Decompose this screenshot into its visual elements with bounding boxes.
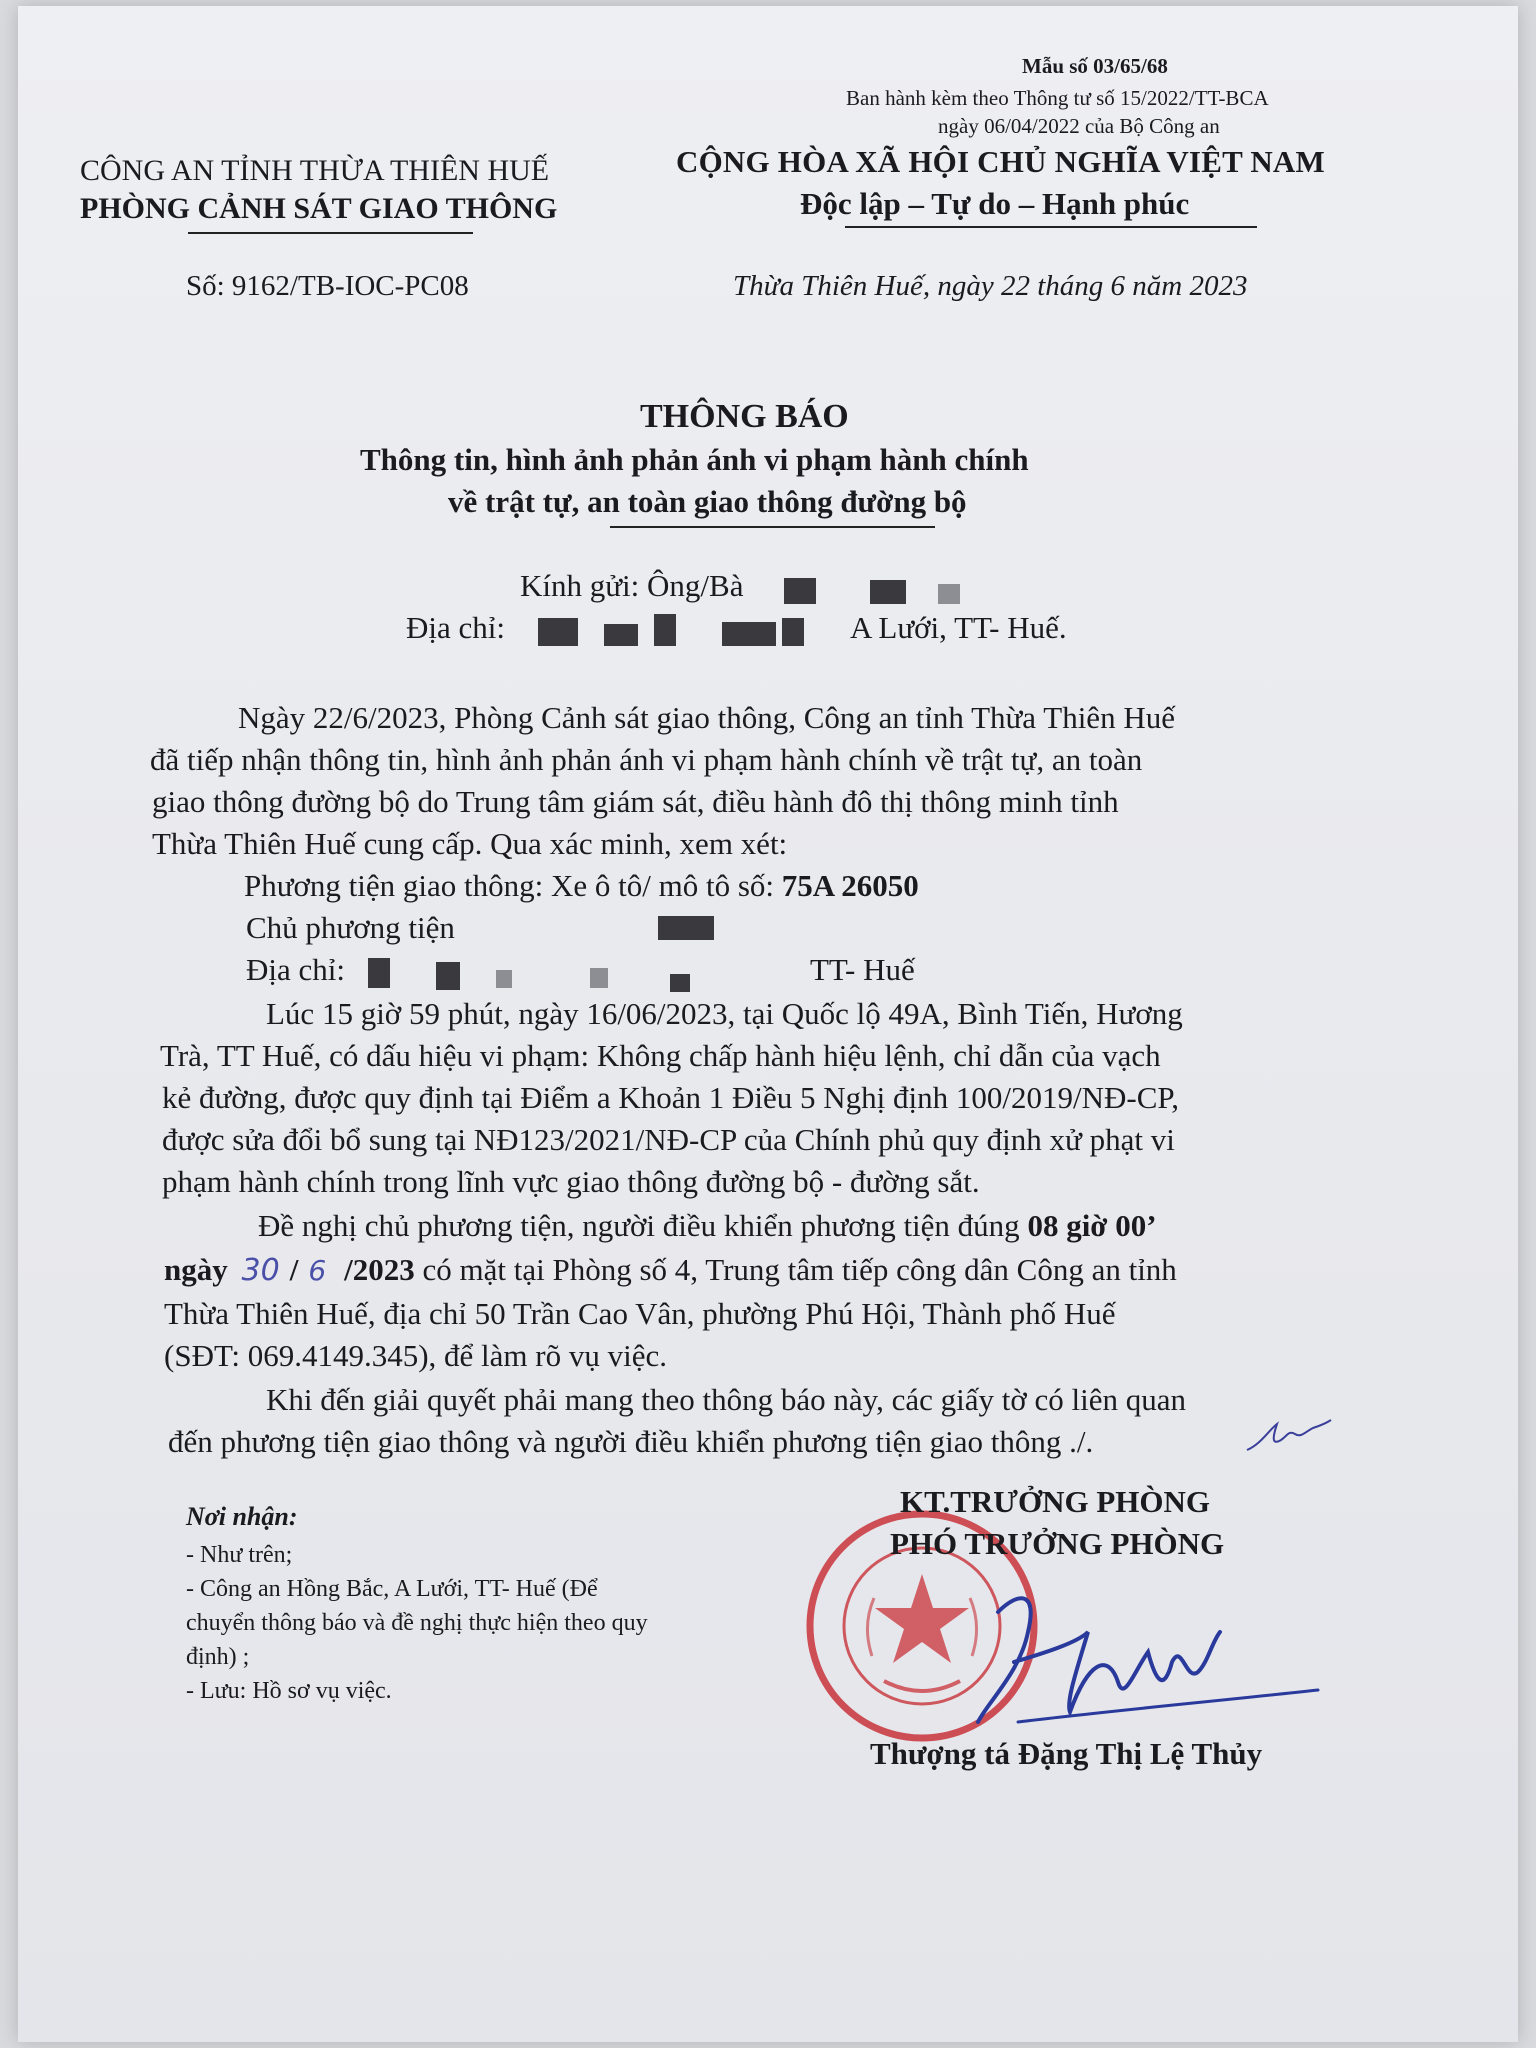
body-paragraph-line: Thừa Thiên Huế, địa chỉ 50 Trần Cao Vân, phường Phú Hội, Thành phố Huế <box>164 1296 1116 1331</box>
document-page <box>18 6 1518 2042</box>
appointment-date-line <box>164 1252 1177 1288</box>
body-paragraph-line: phạm hành chính trong lĩnh vực giao thông đường bộ - đường sắt. <box>162 1164 980 1199</box>
date-separator: / <box>289 1252 299 1287</box>
redacted-owner-address <box>496 970 512 988</box>
motto-underline <box>845 226 1257 228</box>
body-paragraph-line: Lúc 15 giờ 59 phút, ngày 16/06/2023, tại Quốc lộ 49A, Bình Tiến, Hương <box>266 996 1183 1031</box>
dateline: Thừa Thiên Huế, ngày 22 tháng 6 năm 2023 <box>733 270 1248 302</box>
recipient-address-tail: A Lưới, TT- Huế. <box>850 610 1067 645</box>
document-subtitle-line2: về trật tự, an toàn giao thông đường bộ <box>448 484 967 519</box>
body-paragraph-line: đã tiếp nhận thông tin, hình ảnh phản ánh vi phạm hành chính về trật tự, an toàn <box>150 742 1143 777</box>
vehicle-label-text: Phương tiện giao thông: Xe ô tô/ mô tô số: <box>244 868 775 903</box>
form-number: Mẫu số 03/65/68 <box>1022 54 1168 78</box>
owner-address-tail: TT- Huế <box>810 952 915 987</box>
recipient-address-label: Địa chỉ: <box>406 610 505 645</box>
title-underline <box>610 526 935 528</box>
recipients-list-item: định) ; <box>186 1644 250 1670</box>
redacted-owner-address <box>670 974 690 992</box>
owner-address-label: Địa chỉ: <box>246 952 345 987</box>
body-paragraph-line: Thừa Thiên Huế cung cấp. Qua xác minh, xem xét: <box>152 826 788 861</box>
nation-name: CỘNG HÒA XÃ HỘI CHỦ NGHĨA VIỆT NAM <box>676 144 1325 179</box>
body-paragraph-line: Trà, TT Huế, có dấu hiệu vi phạm: Không chấp hành hiệu lệnh, chỉ dẫn của vạch <box>160 1038 1161 1073</box>
body-paragraph-line: (SĐT: 069.4149.345), để làm rõ vụ việc. <box>164 1338 667 1373</box>
handwritten-signature-icon <box>958 1572 1338 1742</box>
body-paragraph-line: kẻ đường, được quy định tại Điểm a Khoản 1 Điều 5 Nghị định 100/2019/NĐ-CP, <box>162 1080 1179 1115</box>
body-paragraph-line: Ngày 22/6/2023, Phòng Cảnh sát giao thông, Công an tỉnh Thừa Thiên Huế <box>238 700 1175 735</box>
redacted-address <box>654 614 676 646</box>
redacted-owner-address <box>368 958 390 988</box>
recipients-list-item: - Như trên; <box>186 1542 293 1568</box>
handwritten-month: 6 <box>308 1254 327 1287</box>
form-issued-line1: Ban hành kèm theo Thông tư số 15/2022/TT-BCA <box>846 86 1269 110</box>
vehicle-label <box>244 868 919 904</box>
agency-underline <box>188 232 473 234</box>
redacted-name <box>784 578 816 604</box>
body-paragraph-line <box>258 1208 1157 1244</box>
document-number: Số: 9162/TB-IOC-PC08 <box>186 270 469 302</box>
appointment-time: 08 giờ 00’ <box>1027 1208 1157 1243</box>
signer-name: Thượng tá Đặng Thị Lệ Thủy <box>870 1736 1263 1771</box>
recipient-label: Kính gửi: Ông/Bà <box>520 568 744 603</box>
agency-unit: PHÒNG CẢNH SÁT GIAO THÔNG <box>80 192 558 225</box>
document-subtitle-line1: Thông tin, hình ảnh phản ánh vi phạm hành chính <box>360 442 1029 477</box>
redacted-name <box>938 584 960 604</box>
redacted-name <box>870 580 906 604</box>
recipients-list-item: chuyển thông báo và đề nghị thực hiện theo quy <box>186 1610 648 1636</box>
redacted-owner-address <box>590 968 608 988</box>
body-paragraph-line: được sửa đổi bổ sung tại NĐ123/2021/NĐ-CP của Chính phủ quy định xử phạt vi <box>162 1122 1175 1157</box>
appointment-place: có mặt tại Phòng số 4, Trung tâm tiếp công dân Công an tỉnh <box>422 1252 1177 1287</box>
body-paragraph-line: giao thông đường bộ do Trung tâm giám sát, điều hành đô thị thông minh tỉnh <box>152 784 1119 819</box>
redacted-address <box>538 618 578 646</box>
handwritten-day: 30 <box>241 1253 280 1288</box>
redacted-address <box>722 622 776 646</box>
recipients-list-item: - Lưu: Hồ sơ vụ việc. <box>186 1678 392 1704</box>
appointment-year: /2023 <box>344 1252 415 1287</box>
document-title: THÔNG BÁO <box>640 398 849 435</box>
redacted-owner <box>658 916 714 940</box>
body-paragraph-line: Khi đến giải quyết phải mang theo thông báo này, các giấy tờ có liên quan <box>266 1382 1187 1417</box>
redacted-address <box>604 624 638 646</box>
vehicle-plate: 75A 26050 <box>781 868 919 903</box>
signature-title-2: PHÓ TRƯỞNG PHÒNG <box>890 1526 1225 1561</box>
agency-parent: CÔNG AN TỈNH THỪA THIÊN HUẾ <box>80 154 550 187</box>
appointment-day-label: ngày <box>164 1252 228 1287</box>
redacted-address <box>782 618 804 646</box>
recipients-list-item: - Công an Hồng Bắc, A Lưới, TT- Huế (Để <box>186 1576 598 1602</box>
initial-mark <box>1243 1410 1333 1460</box>
national-motto: Độc lập – Tự do – Hạnh phúc <box>800 186 1190 221</box>
body-paragraph-line: đến phương tiện giao thông và người điều khiển phương tiện giao thông ./. <box>168 1424 1094 1459</box>
redacted-owner-address <box>436 962 460 990</box>
form-issued-line2: ngày 06/04/2022 của Bộ Công an <box>938 114 1220 138</box>
recipients-list-title: Nơi nhận: <box>186 1502 298 1531</box>
signature-title-1: KT.TRƯỞNG PHÒNG <box>900 1484 1210 1519</box>
owner-label: Chủ phương tiện <box>246 910 455 945</box>
appointment-intro: Đề nghị chủ phương tiện, người điều khiển phương tiện đúng <box>258 1208 1020 1243</box>
